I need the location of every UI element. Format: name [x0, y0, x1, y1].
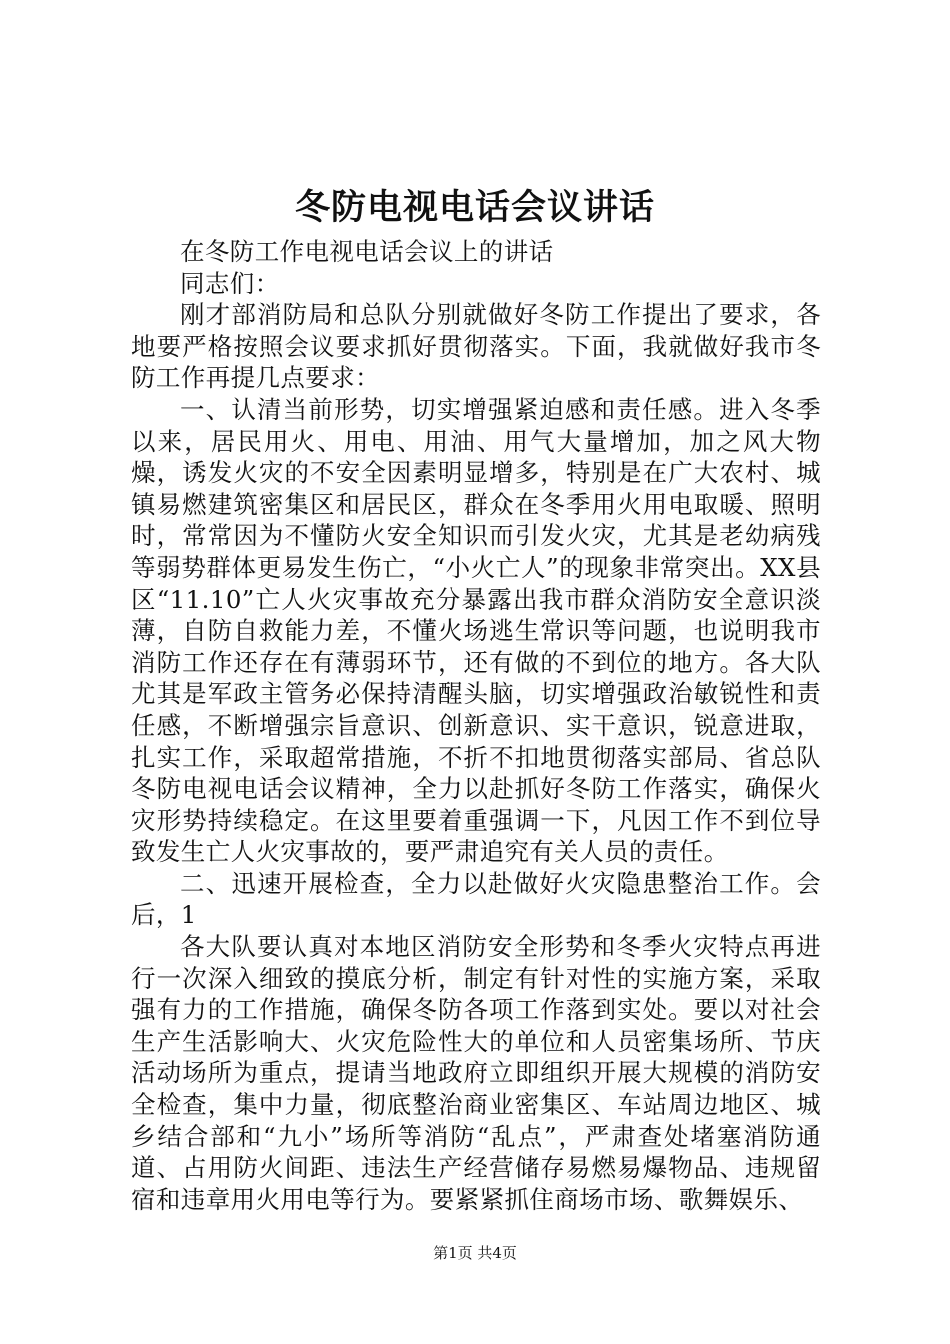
- page-footer: 第1页 共4页: [433, 1244, 517, 1262]
- subtitle-paragraph: 在冬防工作电视电话会议上的讲话: [180, 237, 554, 266]
- salutation-paragraph: 同志们：: [180, 268, 280, 298]
- body-paragraph: 一、认清当前形势，切实增强紧迫感和责任感。进入冬季以来，居民用火、用电、用油、用气大量增加，加之风大物燥，诱发火灾的不安全因素明显增多，特别是在广大农村、城镇易燃建筑密集区和居民区，群众在冬季用火用电取暖、照明时，常常因为不懂防火安全知识而引发火灾，尤其是老幼病残等弱势群体更易发生伤亡，“小火亡人”的现象非常突出。XX县区“11.10”亡人火灾事故充分暴露出我市群众消防安全意识淡薄，自防自救能力差，不懂火场逃生常识等问题，也说明我市消防工作还存在有薄弱环节，还有做的不到位的地方。各大队尤其是军政主管务必保持清醒头脑，切实增强政治敏锐性和责任感，不断增强宗旨意识、创新意识、实干意识，锐意进取，扎实工作，采取超常措施，不折不扣地贯彻落实部局、省总队冬防电视电话会议精神，全力以赴抓好冬防工作落实，确保火灾形势持续稳定。在这里要着重强调一下，凡因工作不到位导致发生亡人火灾事故的，要严肃追究有关人员的责任。: [131, 394, 821, 867]
- body-paragraph: 各大队要认真对本地区消防安全形势和冬季火灾特点再进行一次深入细致的摸底分析，制定有针对性的实施方案，采取强有力的工作措施，确保冬防各项工作落到实处。要以对社会生产生活影响大、火灾危险性大的单位和人员密集场所、节庆活动场所为重点，提请当地政府立即组织开展大规模的消防安全检查，集中力量，彻底整治商业密集区、车站周边地区、城乡结合部和“九小”场所等消防“乱点”，严肃查处堵塞消防通道、占用防火间距、违法生产经营储存易燃易爆物品、违规留宿和违章用火用电等行为。要紧紧抓住商场市场、歌舞娱乐、: [131, 932, 821, 1214]
- body-paragraph: 二、迅速开展检查，全力以赴做好火灾隐患整治工作。会后，1: [131, 868, 821, 930]
- document-body: [131, 236, 821, 1215]
- document-title: 冬防电视电话会议讲话: [294, 187, 655, 228]
- body-paragraph: 刚才部消防局和总队分别就做好冬防工作提出了要求，各地要严格按照会议要求抓好贯彻落实。下面，我就做好我市冬防工作再提几点要求：: [131, 300, 821, 393]
